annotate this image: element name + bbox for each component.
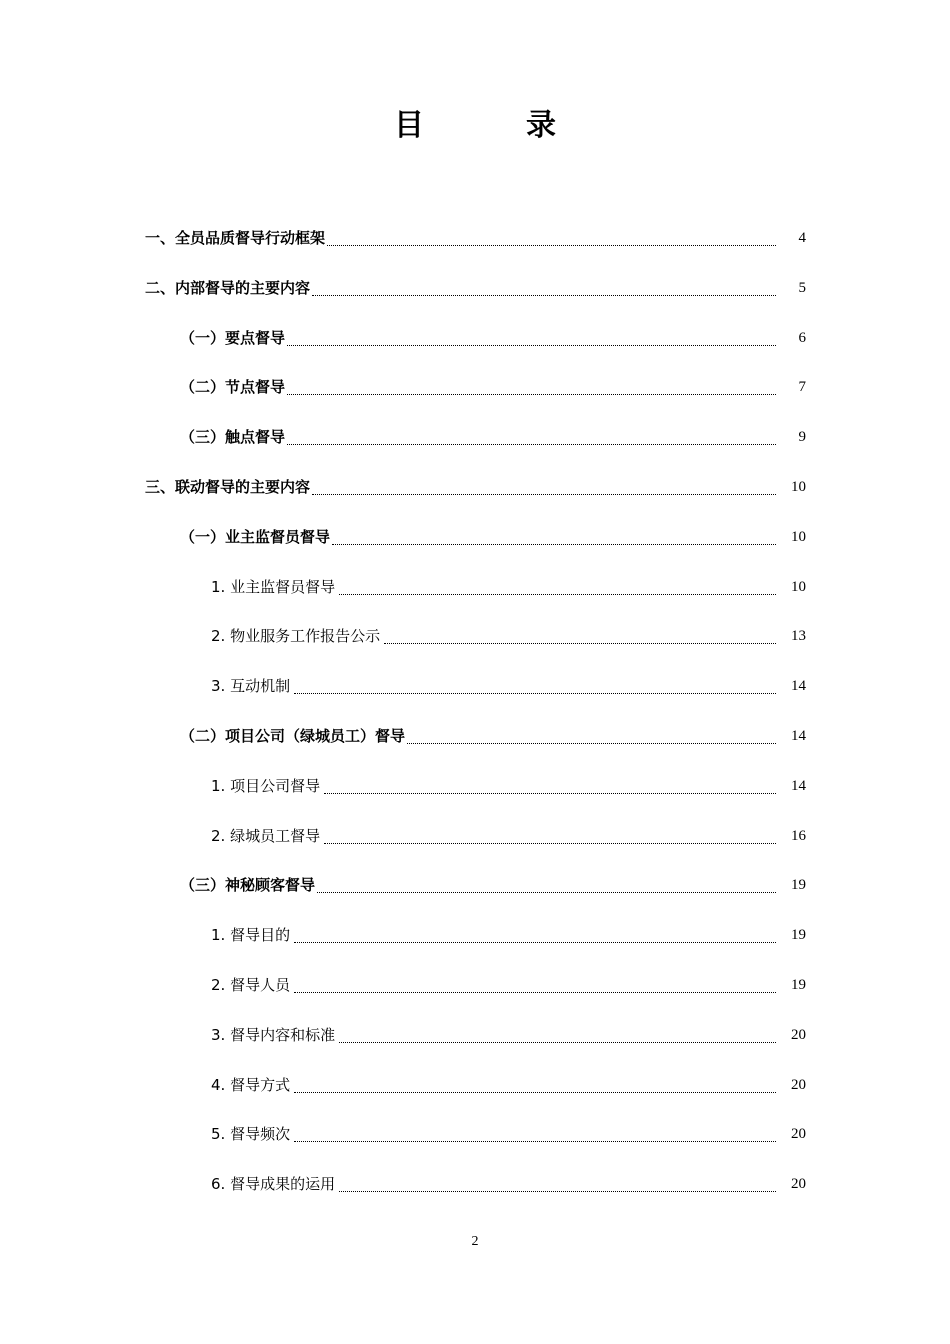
page-title: 目 录 — [394, 108, 592, 143]
toc-entry-title: 3. 互动机制 — [211, 677, 291, 696]
toc-entry-title: 5. 督导频次 — [211, 1125, 291, 1144]
toc-entry-page: 20 — [791, 1126, 806, 1143]
toc-dot-leader — [287, 393, 776, 395]
toc-entry-page: 14 — [791, 777, 806, 794]
toc-entry[interactable] — [180, 417, 806, 457]
toc-entry-page: 20 — [791, 1076, 806, 1093]
toc-dot-leader — [332, 543, 776, 545]
toc-entry[interactable] — [211, 1164, 806, 1204]
toc-entry-page: 19 — [791, 927, 806, 944]
page-number: 2 — [471, 1234, 479, 1249]
toc-entry-page: 10 — [791, 479, 806, 495]
toc-entry-page: 20 — [791, 1176, 806, 1193]
toc-entry-title: 2. 绿城员工督导 — [211, 826, 321, 845]
toc-dot-leader — [339, 593, 776, 595]
toc-entry[interactable] — [211, 915, 806, 955]
toc-dot-leader — [339, 1190, 776, 1192]
toc-entry-page: 4 — [798, 230, 806, 246]
toc-entry-title: 1. 项目公司督导 — [211, 776, 321, 795]
toc-entry-title: 1. 督导目的 — [211, 926, 291, 945]
toc-entry-title: 3. 督导内容和标准 — [211, 1025, 336, 1044]
toc-entry-page: 13 — [791, 628, 806, 645]
toc-entry-title: 二、内部督导的主要内容 — [145, 278, 311, 297]
toc-dot-leader — [287, 344, 776, 346]
toc-entry[interactable] — [180, 716, 806, 756]
toc-entry[interactable] — [211, 666, 806, 706]
toc-dot-leader — [294, 1091, 776, 1093]
toc-dot-leader — [407, 742, 776, 744]
toc-dot-leader — [384, 642, 776, 644]
toc-entry-title: （三）神秘顾客督导 — [180, 876, 316, 895]
toc-entry[interactable] — [145, 467, 806, 507]
toc-entry-page: 19 — [791, 877, 806, 894]
toc-entry-page: 5 — [798, 279, 806, 296]
toc-dot-leader — [327, 244, 776, 246]
toc-entry-title: 4. 督导方式 — [211, 1075, 291, 1094]
toc-entry-page: 10 — [791, 528, 806, 545]
toc-entry[interactable] — [180, 517, 806, 557]
toc-dot-leader — [339, 1041, 776, 1043]
toc-dot-leader — [294, 1140, 776, 1142]
toc-entry[interactable] — [145, 218, 806, 258]
toc-entry-title: 1. 业主监督员督导 — [211, 577, 336, 596]
toc-entry[interactable] — [180, 865, 806, 905]
toc-entry-page: 6 — [798, 329, 806, 346]
toc-dot-leader — [294, 692, 776, 694]
toc-dot-leader — [317, 891, 776, 893]
toc-entry-title: 三、联动督导的主要内容 — [145, 478, 311, 496]
toc-dot-leader — [312, 294, 776, 296]
toc-entry-title: （二）项目公司（绿城员工）督导 — [180, 727, 406, 745]
toc-entry-page: 9 — [798, 429, 806, 446]
toc-entry[interactable] — [211, 816, 806, 856]
toc-entry-title: （一）业主监督员督导 — [180, 527, 331, 546]
toc-entry-page: 14 — [791, 728, 806, 744]
toc-entry-page: 7 — [798, 379, 806, 396]
toc-entry-title: （三）触点督导 — [180, 428, 286, 447]
toc-entry-page: 10 — [791, 578, 806, 595]
toc-entry-page: 19 — [791, 977, 806, 993]
toc-dot-leader — [324, 842, 776, 844]
toc-entry[interactable] — [180, 367, 806, 407]
toc-entry-page: 16 — [791, 827, 806, 844]
toc-entry[interactable] — [211, 616, 806, 656]
toc-entry-page: 14 — [791, 678, 806, 695]
toc-entry[interactable] — [211, 766, 806, 806]
toc-dot-leader — [287, 443, 776, 445]
toc-entry[interactable] — [145, 268, 806, 308]
toc-entry-title: 2. 物业服务工作报告公示 — [211, 627, 381, 646]
toc-entry[interactable] — [211, 965, 806, 1005]
toc-entry-title: 2. 督导人员 — [211, 976, 291, 994]
toc-dot-leader — [312, 493, 776, 495]
toc-entry-title: （一）要点督导 — [180, 328, 286, 347]
toc-dot-leader — [294, 991, 776, 993]
toc-entry[interactable] — [180, 318, 806, 358]
toc-entry[interactable] — [211, 567, 806, 607]
toc-entry-page: 20 — [791, 1026, 806, 1043]
toc-entry-title: 6. 督导成果的运用 — [211, 1175, 336, 1194]
toc-entry-title: 一、全员品质督导行动框架 — [145, 229, 326, 247]
toc-entry[interactable] — [211, 1114, 806, 1154]
toc-entry-title: （二）节点督导 — [180, 378, 286, 397]
toc-entry[interactable] — [211, 1065, 806, 1105]
toc-entry[interactable] — [211, 1015, 806, 1055]
toc-dot-leader — [294, 941, 776, 943]
toc-dot-leader — [324, 792, 776, 794]
